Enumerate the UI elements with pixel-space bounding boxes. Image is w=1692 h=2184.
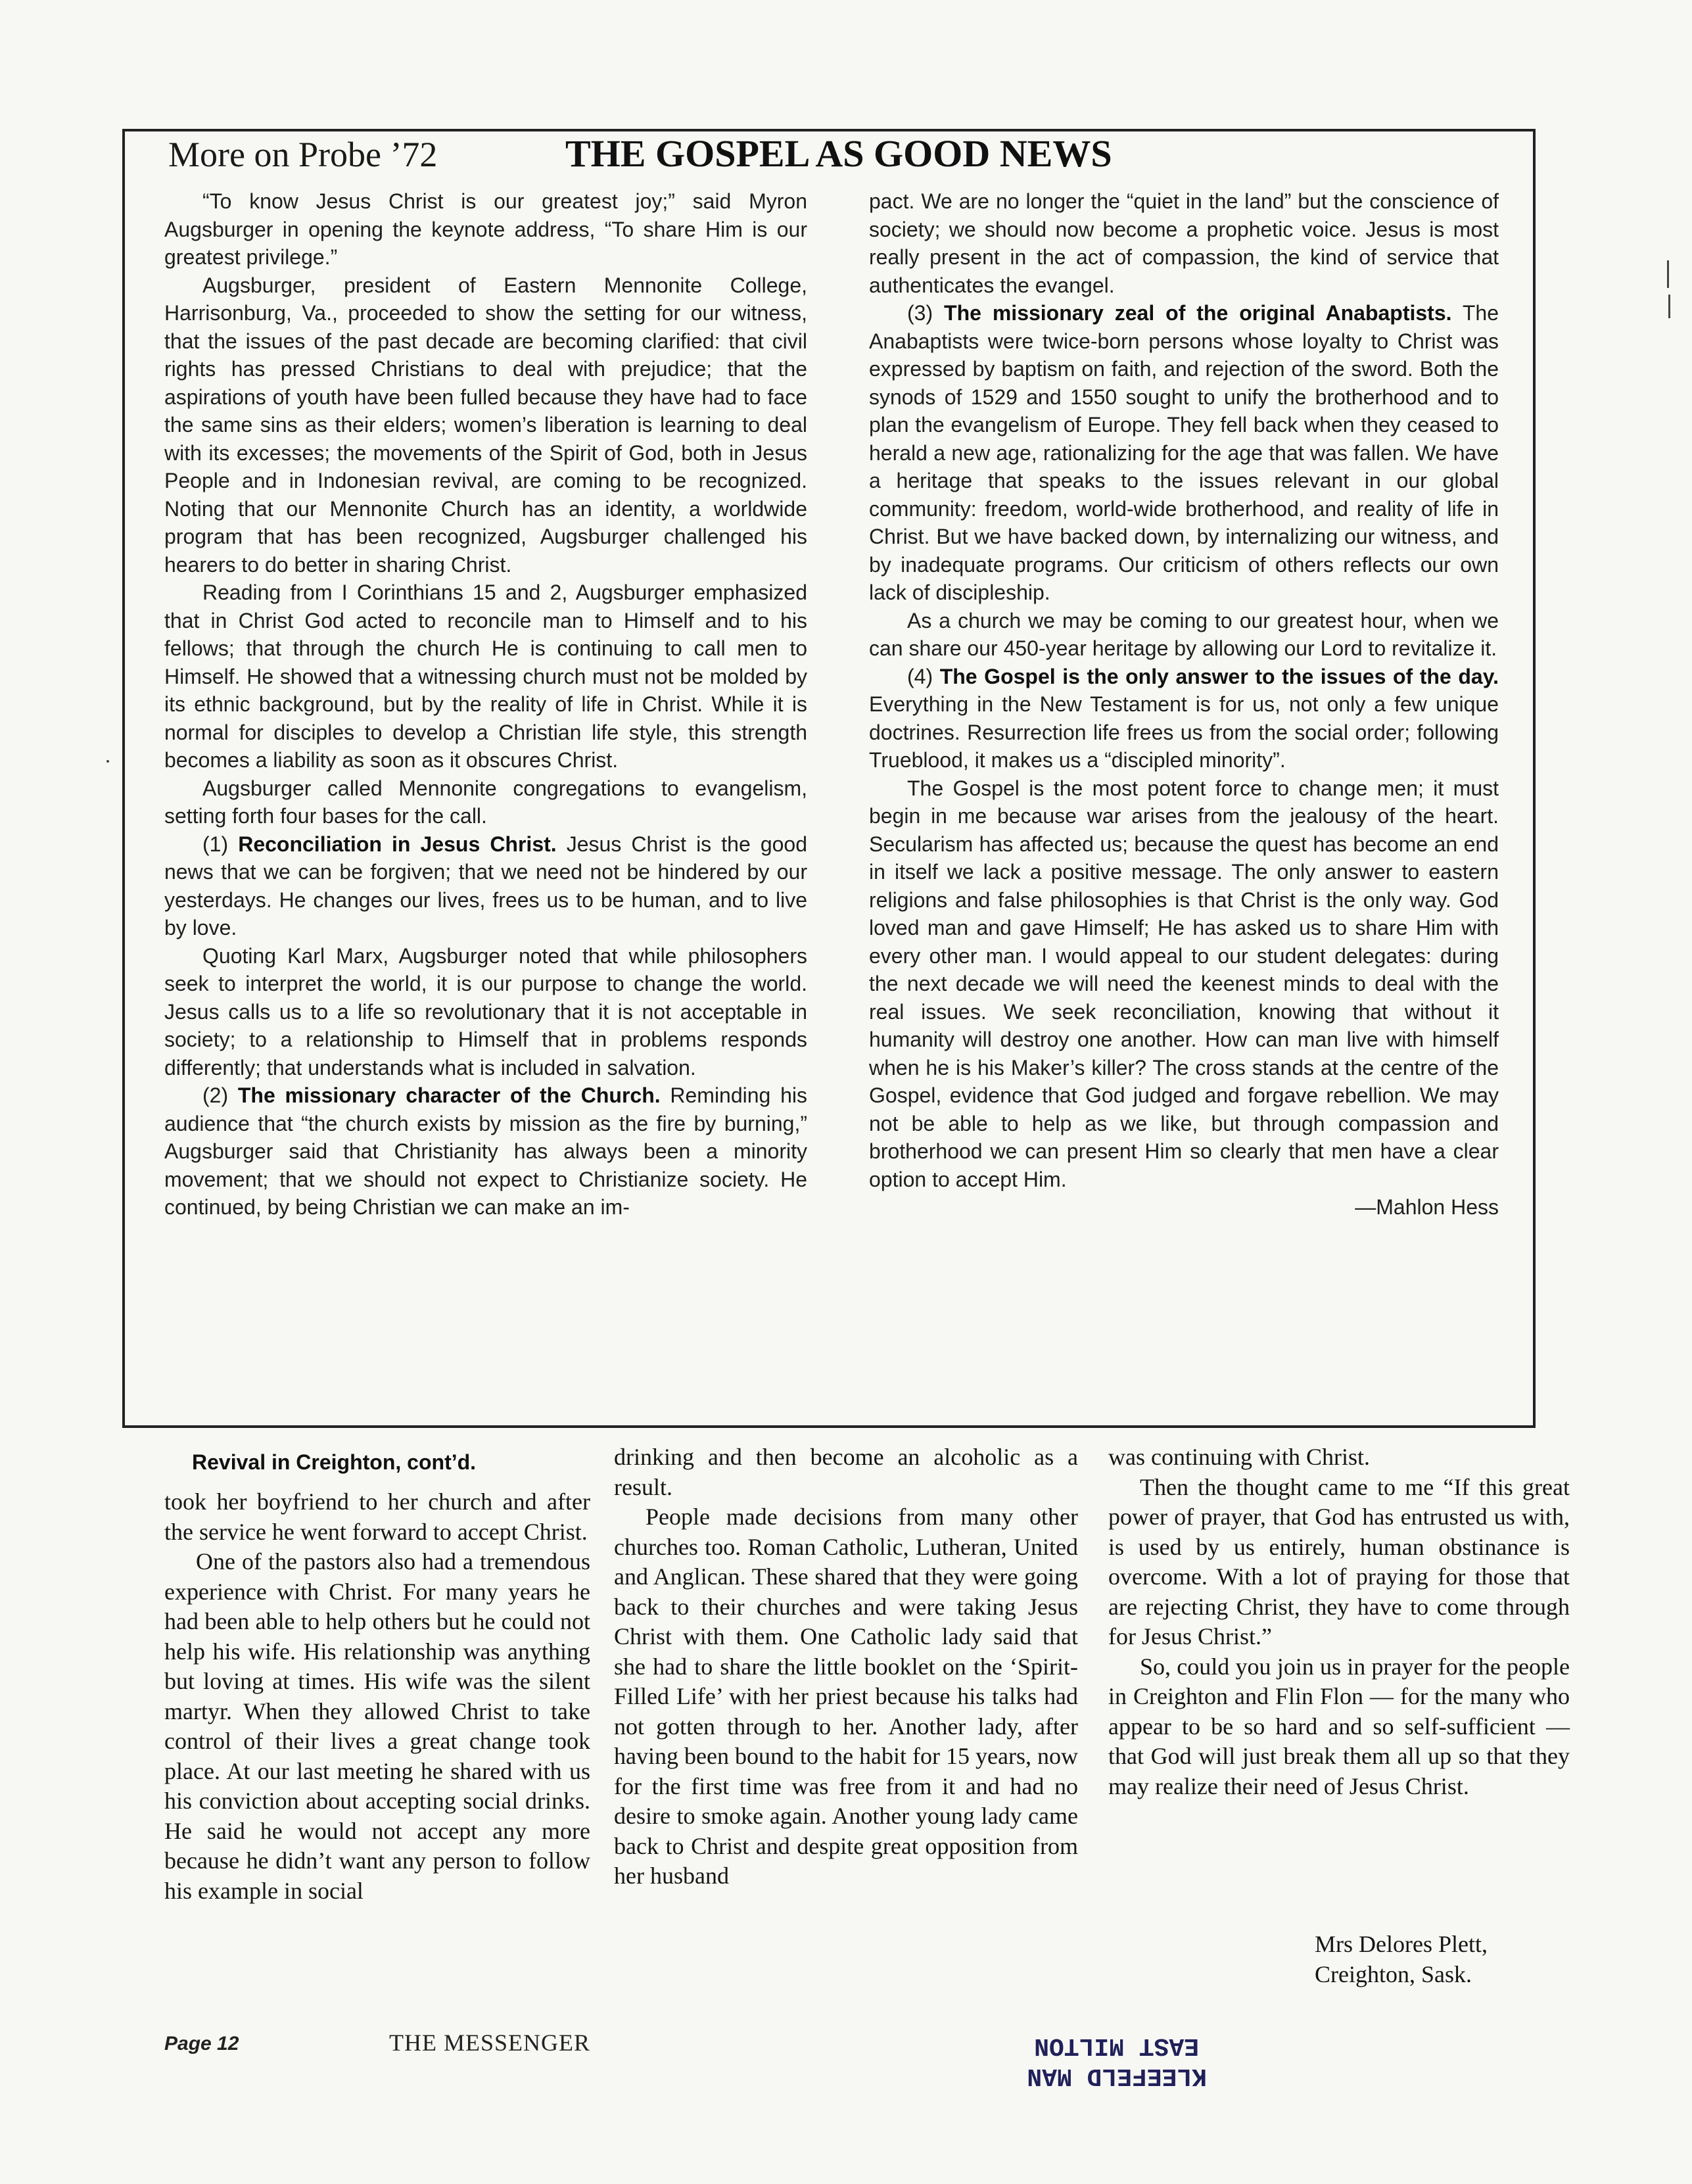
- stamp-line: KLEEFELD MAN: [1027, 2062, 1207, 2090]
- article-left-column: [164, 187, 807, 1222]
- revival-heading: Revival in Creighton, cont’d.: [192, 1450, 477, 1474]
- article-title: THE GOSPEL AS GOOD NEWS: [565, 132, 1112, 175]
- article-paragraph: pact. We are no longer the “quiet in the land” but the conscience of society; we should now become a prophetic voice. Jesus is most really present in the act of compassion, the kind of service that authenticates the evangel.: [869, 189, 1499, 297]
- article-paragraph: The Gospel is the most potent force to change men; it must begin in me because war arises from the jealousy of the heart. Secularism has affected us; because the quest has become an end in itself we lack a positive message. The only answer to eastern religions and false philosophies is that Christ is the only way. God loved man and gave Himself; He has asked us to share Him with every other man. I would appeal to our student delegates: during the next decade we will need the keenest minds to deal with the real issues. We seek reconciliation, knowing that without it humanity will destroy one another. How can man live with himself when he is his Maker’s killer? The cross stands at the centre of the Gospel, evidence that God judged and forgave rebellion. We may not be able to help as we like, but through compassion and brotherhood we can present Him so clearly that men have a clear option to accept Him.: [869, 776, 1499, 1191]
- revival-paragraph: Then the thought came to me “If this great power of prayer, that God has entrusted us with, is used by us entirely, human obstinance is overcome. With a lot of praying for those that are rejecting Christ, they have to come through for Jesus Christ.”: [1108, 1473, 1570, 1650]
- scan-mark: [1668, 295, 1670, 318]
- revival-signature: [1315, 1929, 1488, 1989]
- article-paragraph: “To know Jesus Christ is our greatest joy;” said Myron Augsburger in opening the keynote address, “To share Him is our greatest privilege.”: [164, 189, 807, 269]
- article-right-column: [869, 187, 1499, 1222]
- author-signature: —Mahlon Hess: [1355, 1195, 1499, 1219]
- revival-paragraph: was continuing with Christ.: [1108, 1444, 1370, 1470]
- article-paragraph: Augsburger, president of Eastern Mennonite College, Harrisonburg, Va., proceeded to show the setting for our witness, that the issues of the past decade are becoming clarified: that civil rights has pressed Christians to deal with prejudice; that the aspirations of youth have been fulled because they have had to face the same sins as their elders; women’s liberation is learning to deal with its excesses; the movements of the Spirit of God, both in Jesus People and in Indonesian revival, are coming to be recognized. Noting that our Mennonite Church has an identity, a worldwide program that has been recognized, Augsburger challenged his hearers to do better in sharing Christ.: [164, 273, 807, 577]
- article-paragraph: Quoting Karl Marx, Augsburger noted that while philosophers seek to interpret the world, it is our purpose to change the world. Jesus calls us to a life so revolutionary that it is not acceptable in society; to a relationship to Himself that in problems responds differently; that understands what is included in salvation.: [164, 943, 807, 1080]
- revival-paragraph: One of the pastors also had a tremendous experience with Christ. For many years he had been able to help others but he could not help his wife. His relationship was anything but loving at times. His wife was the silent martyr. When they allowed Christ to take control of their lives a great change took place. At our last meeting he shared with us his conviction about accepting social drinks. He said he would not accept any more because he didn’t want any person to follow his example in social: [164, 1548, 590, 1904]
- point-heading: The missionary zeal of the original Anabaptists.: [944, 301, 1452, 325]
- article-paragraph: (3) The missionary zeal of the original Anabaptists. The Anabaptists were twice-born persons whose loyalty to Christ was expressed by baptism on faith, and rejection of the sword. Both the synods of 1529 and 1550 sought to unify the brotherhood and to plan the evangelism of Europe. They fell back when they ceased to herald a new age, rationalizing for the age that was fallen. We have a heritage that speaks to the issues relevant in our global community: freedom, world-wide brotherhood, and reality of life in Christ. But we have backed down, by internalizing our witness, and by inadequate programs. Our criticism of others reflects our own lack of discipleship.: [869, 301, 1499, 604]
- article-paragraph: As a church we may be coming to our greatest hour, when we can share our 450-year heritage by allowing our Lord to revitalize it.: [869, 608, 1499, 660]
- page-number: Page 12: [164, 2033, 239, 2054]
- scan-mark: [106, 760, 109, 763]
- scan-mark: [1667, 260, 1669, 288]
- revival-column-2: [614, 1442, 1078, 1891]
- publication-name: THE MESSENGER: [389, 2030, 591, 2056]
- article-paragraph: Augsburger called Mennonite congregations to evangelism, setting forth four bases for the call.: [164, 776, 807, 828]
- revival-paragraph: So, could you join us in prayer for the people in Creighton and Flin Flon — for the many who appear to be so hard and so self-sufficient — that God will just break them all up so that they may realize their need of Jesus Christ.: [1108, 1653, 1570, 1799]
- revival-paragraph: took her boyfriend to her church and after the service he went forward to accept Christ.: [164, 1488, 590, 1545]
- stamp-line: EAST MILTON: [1034, 2031, 1199, 2060]
- article-paragraph: (2) The missionary character of the Church. Reminding his audience that “the church exists by mission as the fire by burning,” Augsburger said that Christianity has always been a minority movement; that we should not expect to Christianize society. He continued, by being Christian we can make an im-: [164, 1083, 808, 1219]
- revival-paragraph: drinking and then become an alcoholic as a result.: [614, 1444, 1078, 1500]
- article-paragraph: Reading from I Corinthians 15 and 2, Augsburger emphasized that in Christ God acted to reconcile man to Himself and to his fellows; that through the church He is continuing to call men to Himself. He showed that a witnessing church must not be molded by its ethnic background, but by the reality of life in Christ. While it is normal for disciples to develop a Christian life style, this strength becomes a liability as soon as it obscures Christ.: [164, 581, 807, 772]
- article-paragraph: (4) The Gospel is the only answer to the issues of the day. Everything in the New Testament is for us, not only a few unique doctrines. Resurrection life frees us from the social order; following Trueblood, it makes us a “discipled minority”.: [869, 664, 1499, 772]
- revival-paragraph: People made decisions from many other churches too. Roman Catholic, Lutheran, United and Anglican. These shared that they were going back to their churches and were taking Jesus Christ with them. One Catholic lady said that she had to share the little booklet on the ‘Spirit-Filled Life’ with her priest because his talks had not gotten through to her. Another lady, after having been bound to the habit for 15 years, now for the first time was free from it and had no desire to smoke again. Another young lady came back to Christ and despite great opposition from her husband: [614, 1504, 1078, 1889]
- point-heading: The missionary character of the Church.: [237, 1083, 661, 1107]
- signer-name: Mrs Delores Plett,: [1315, 1931, 1488, 1957]
- address-stamp: [990, 2018, 1207, 2091]
- point-heading: Reconciliation in Jesus Christ.: [238, 832, 557, 856]
- section-kicker: More on Probe ’72: [168, 135, 438, 174]
- revival-column-3: [1108, 1442, 1570, 1801]
- revival-column-1: [164, 1487, 590, 1906]
- signer-place: Creighton, Sask.: [1315, 1961, 1472, 1987]
- article-paragraph: (1) Reconciliation in Jesus Christ. Jesus Christ is the good news that we can be forgiven; that we need not be hindered by our yesterdays. He changes our lives, frees us to be human, and to live by love.: [164, 832, 808, 939]
- point-heading: The Gospel is the only answer to the issues of the day.: [939, 664, 1499, 688]
